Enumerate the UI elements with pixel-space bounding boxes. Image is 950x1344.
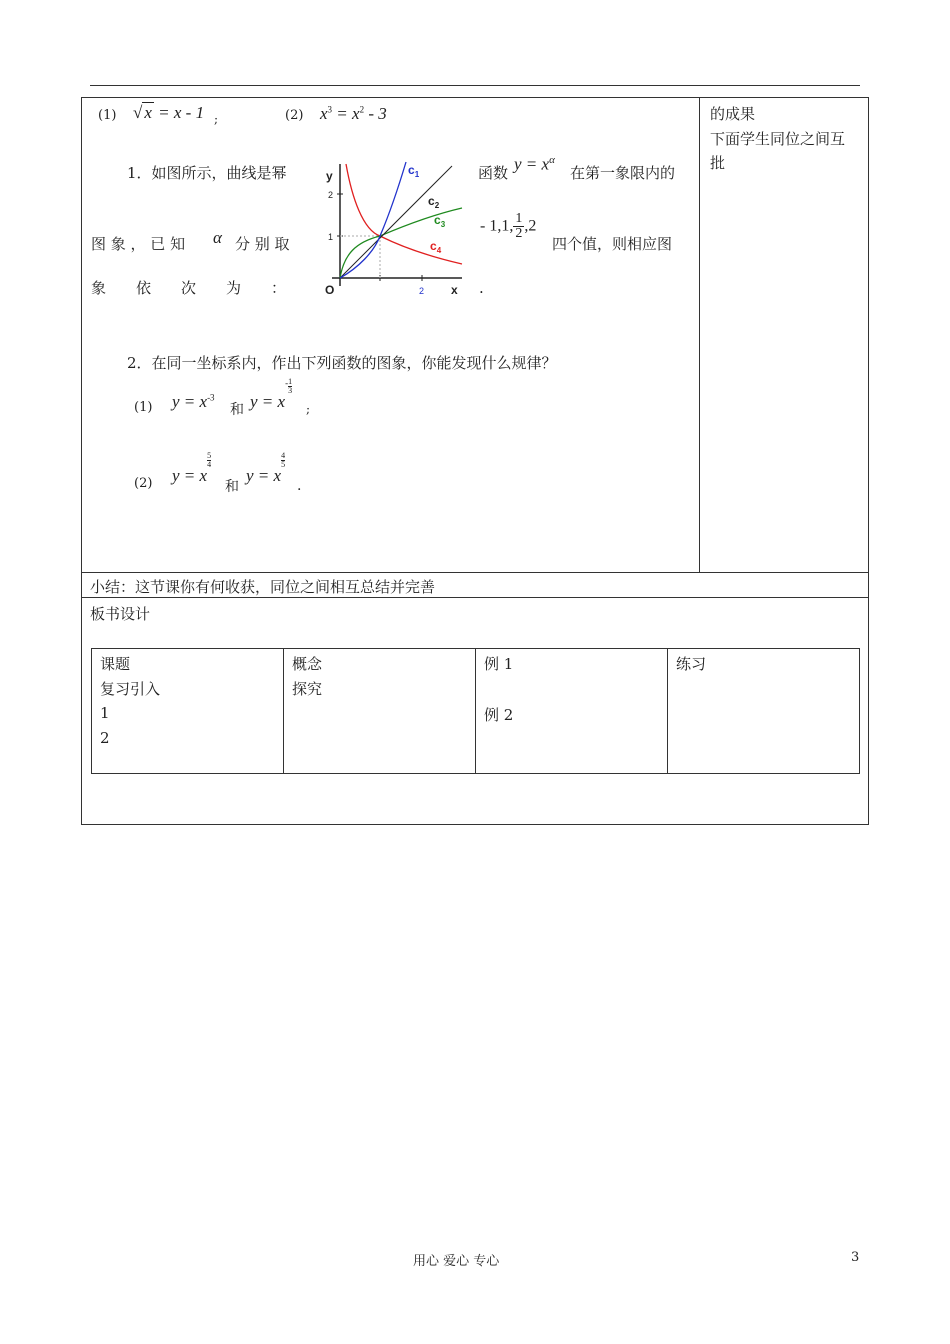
p2a-label: (1) bbox=[134, 400, 153, 415]
label-c2: $c_2$ bbox=[428, 194, 440, 210]
label-c4: $c_4$ bbox=[430, 239, 442, 255]
board-col1-topic: 课题 bbox=[100, 655, 131, 673]
x-axis-label: x bbox=[451, 283, 458, 297]
p2a-func2: y = x- $\frac{1}{3}$ bbox=[250, 377, 293, 411]
p1-line1-right: 函数 bbox=[478, 164, 509, 182]
header-rule bbox=[90, 85, 860, 86]
p1-line3-left: 象 依 次 为 ： bbox=[91, 279, 287, 297]
board-col2-concept: 概念 bbox=[292, 655, 323, 673]
eq1-label: (1) bbox=[98, 108, 117, 123]
p2b-and: 和 bbox=[225, 479, 239, 495]
eq2-label: (2) bbox=[285, 108, 304, 123]
board-divider-1 bbox=[283, 648, 284, 773]
p1-alpha: α bbox=[213, 228, 222, 247]
board-col3-example2: 例 2 bbox=[484, 706, 514, 724]
board-title: 板书设计 bbox=[90, 605, 151, 623]
eq1-sqrt: √ x = x - 1 bbox=[133, 103, 205, 122]
eq1-end: ; bbox=[214, 112, 219, 126]
board-col1-item1: 1 bbox=[100, 704, 110, 722]
x-tick-2: 2 bbox=[419, 286, 425, 296]
label-c3: $c_3$ bbox=[434, 213, 446, 229]
p1-line2-left: 图 象 ， 已 知 bbox=[91, 235, 186, 253]
page-number: 3 bbox=[851, 1250, 860, 1265]
power-function-graph bbox=[318, 158, 468, 300]
p2a-and: 和 bbox=[230, 402, 244, 418]
p1-power-function: $y = x^\alpha$ bbox=[514, 154, 555, 174]
p1-line3-end: . bbox=[479, 279, 484, 297]
board-divider-3 bbox=[667, 648, 668, 773]
p2b-label: (2) bbox=[134, 476, 153, 491]
side-note-line1: 的成果 bbox=[710, 105, 756, 123]
label-c1: $c_1$ bbox=[408, 163, 420, 179]
board-divider-2 bbox=[475, 648, 476, 773]
p2b-end: . bbox=[297, 478, 302, 494]
p2-title: 2．在同一坐标系内，作出下列函数的图象，你能发现什么规律？ bbox=[127, 354, 557, 372]
p1-line1-tail: 在第一象限内的 bbox=[570, 164, 676, 182]
summary-text: 小结：这节课你有何收获，同位之间相互总结并完善 bbox=[90, 578, 436, 596]
footer-motto: 用心 爱心 专心 bbox=[413, 1254, 500, 1269]
eq2-expression: $x^3 = x^2 - 3$ bbox=[320, 104, 387, 123]
eq1-rhs: = x - 1 bbox=[158, 103, 205, 122]
p2b-func1: y = x $\frac{5}{4}$ bbox=[172, 451, 212, 485]
board-col1-item2: 2 bbox=[100, 729, 110, 747]
p1-line1-left: 1．如图所示，曲线是幂 bbox=[127, 164, 287, 182]
board-col3-example1: 例 1 bbox=[484, 655, 514, 673]
board-col2-explore: 探究 bbox=[292, 680, 323, 698]
p1-alpha-values: - 1,1, $\frac{1}{2}$ ,2 bbox=[480, 211, 537, 241]
origin-label: O bbox=[325, 283, 335, 297]
board-col4-practice: 练习 bbox=[676, 655, 707, 673]
p1-line2-mid: 分 别 取 bbox=[235, 235, 290, 253]
y-tick-2: 2 bbox=[328, 190, 334, 200]
summary-top-border bbox=[81, 572, 868, 573]
curve-c3 bbox=[340, 208, 462, 278]
summary-bottom-border bbox=[81, 597, 868, 598]
board-col1-review: 复习引入 bbox=[100, 680, 161, 698]
side-note-line2: 下面学生同位之间互 bbox=[710, 130, 846, 148]
sqrt-icon: √ bbox=[133, 103, 143, 122]
p2a-end: ; bbox=[306, 402, 311, 416]
curve-c1 bbox=[340, 162, 406, 278]
p2a-func1: $y = x^{-3}$ bbox=[172, 392, 215, 411]
p2b-func2: y = x $\frac{4}{5}$ bbox=[246, 451, 286, 485]
p1-line2-tail: 四个值，则相应图 bbox=[552, 235, 673, 253]
side-note-line3: 批 bbox=[710, 154, 726, 172]
side-column-divider bbox=[699, 97, 700, 572]
y-axis-label: y bbox=[326, 169, 333, 183]
y-tick-1: 1 bbox=[328, 232, 334, 242]
